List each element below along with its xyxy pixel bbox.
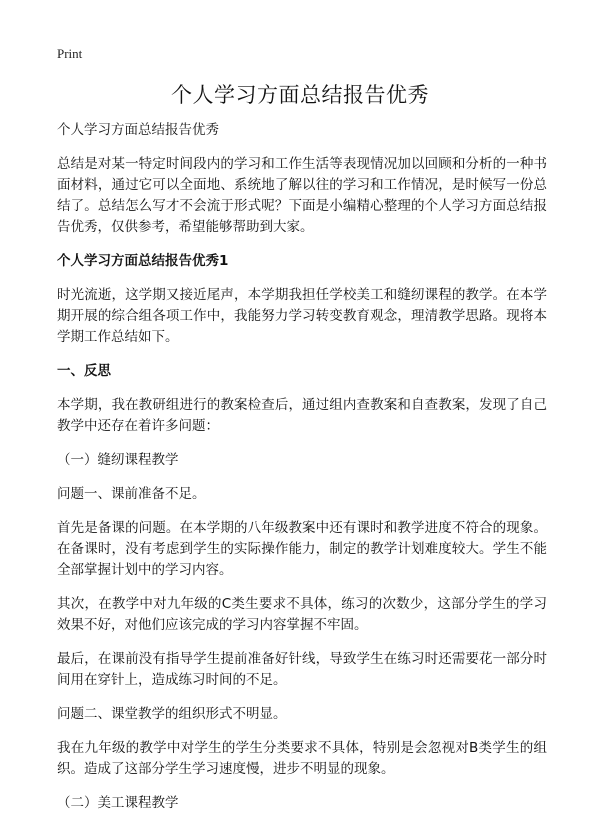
print-label[interactable]: Print: [57, 46, 83, 61]
problem-1-title: 问题一、课前准备不足。: [57, 486, 206, 502]
problem-2-title: 问题二、课堂教学的组织形式不明显。: [57, 706, 287, 722]
heading-reflection: 一、反思: [57, 363, 111, 379]
problem-1-paragraph-2: 其次，在教学中对九年级的C类生要求不具体，练习的次数少，这部分学生的学习效果不好，对他们应该完成的学习内容掌握不牢固。: [57, 596, 547, 633]
problem-1-paragraph-3: 最后，在课前没有指导学生提前准备好针线，导致学生在练习时还需要花一部分时间用在穿针上，造成练习时间的不足。: [57, 651, 547, 688]
problem-2-paragraph-1: 我在九年级的教学中对学生的学生分类要求不具体，特别是会忽视对B类学生的组织。造成了这部分学生学习速度慢，进步不明显的现象。: [57, 740, 547, 777]
section-title: 个人学习方面总结报告优秀1: [57, 253, 229, 269]
reflection-paragraph: 本学期，我在教研组进行的教案检查后，通过组内查教案和自查教案，发现了自己教学中还存在着许多问题：: [57, 397, 547, 434]
page-title: 个人学习方面总结报告优秀: [171, 83, 429, 107]
intro-paragraph: 总结是对某一特定时间段内的学习和工作生活等表现情况加以回顾和分析的一种书面材料，通过它可以全面地、系统地了解以往的学习和工作情况，是时候写一份总结了。总结怎么写才不会流于形式呢？下面是小编精心整理的个人学习方面总结报告优秀，仅供参考，希望能够帮助到大家。: [57, 156, 547, 235]
opening-paragraph: 时光流逝，这学期又接近尾声，本学期我担任学校美工和缝纫课程的教学。在本学期开展的综合组各项工作中，我能努力学习转变教育观念，理清教学思路。现将本学期工作总结如下。: [57, 287, 547, 345]
intro-title: 个人学习方面总结报告优秀: [57, 122, 219, 138]
subhead-art: （二）美工课程教学: [57, 795, 179, 811]
document-body: [57, 120, 547, 827]
subhead-sewing: （一）缝纫课程教学: [57, 452, 179, 468]
problem-1-paragraph-1: 首先是备课的问题。在本学期的八年级教案中还有课时和教学进度不符合的现象。在备课时，没有考虑到学生的实际操作能力，制定的教学计划难度较大。学生不能全部掌握计划中的学习内容。: [57, 520, 547, 578]
